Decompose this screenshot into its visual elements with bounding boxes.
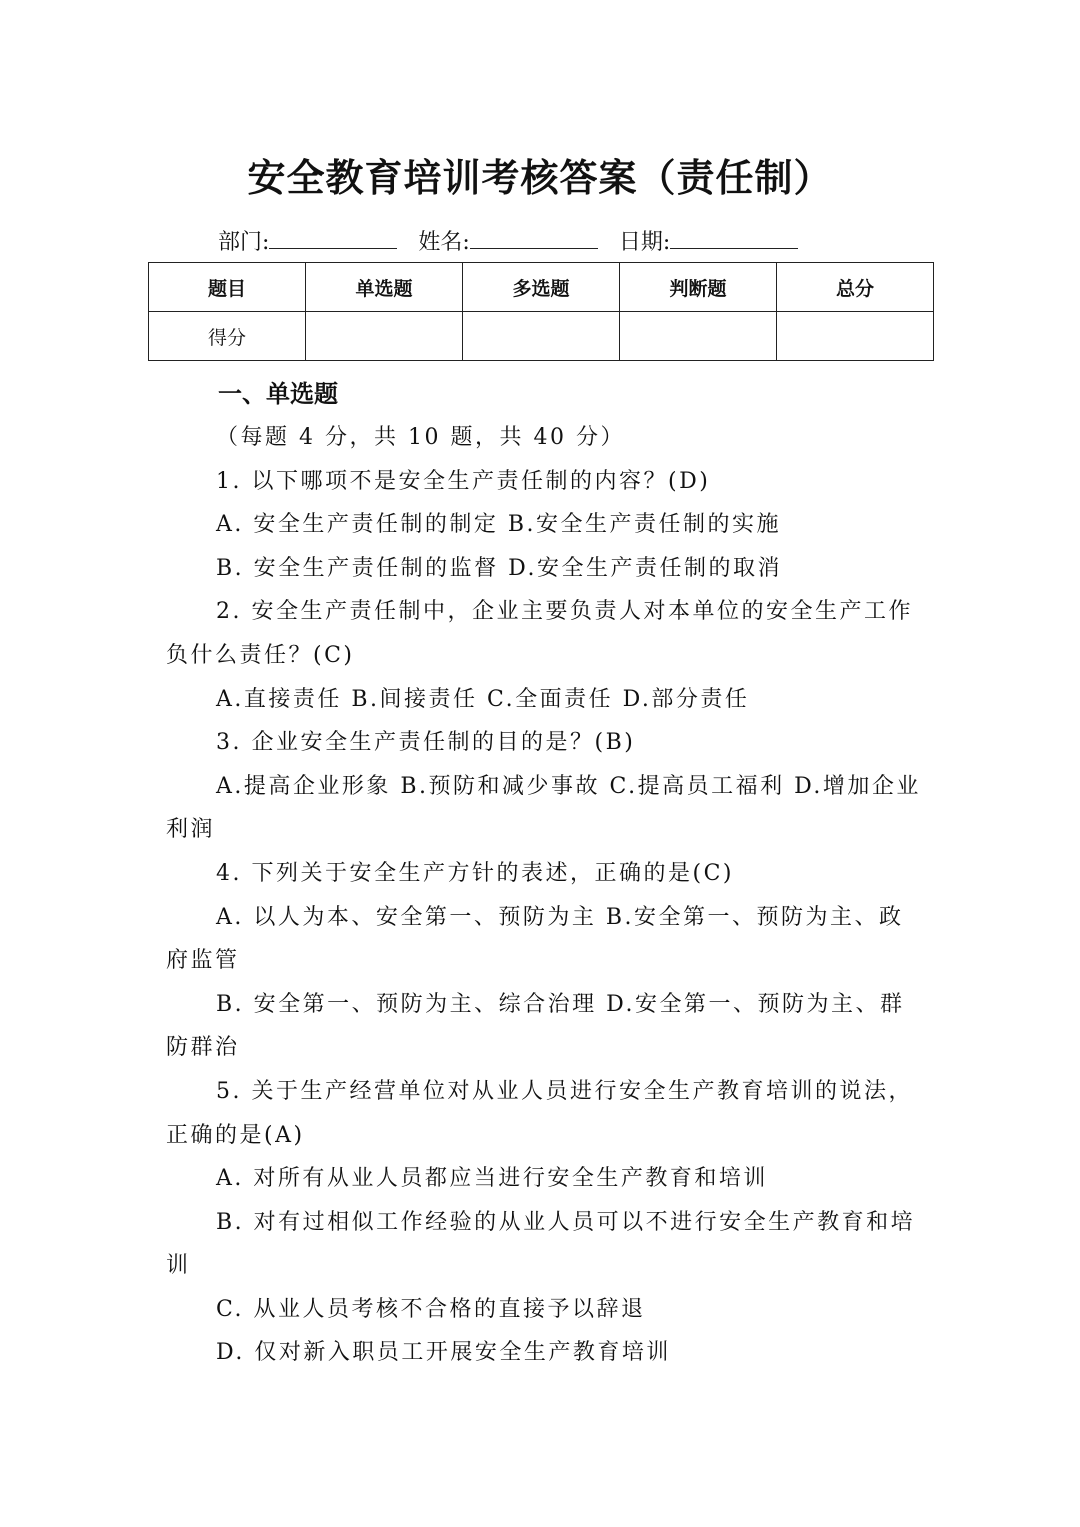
date-blank[interactable] bbox=[670, 224, 798, 249]
department-field bbox=[218, 224, 397, 260]
score-table-score-row bbox=[149, 312, 934, 361]
question-text: 5. 关于生产经营单位对从业人员进行安全生产教育培训的说法，正确的是(A) bbox=[166, 1078, 913, 1148]
score-header-cell: 判断题 bbox=[620, 263, 777, 312]
answer-option: D. 仅对新入职员工开展安全生产教育培训 bbox=[216, 1340, 671, 1366]
question-text: 1. 以下哪项不是安全生产责任制的内容？(D) bbox=[216, 468, 711, 494]
score-row-label: 得分 bbox=[149, 312, 306, 361]
department-label: 部门: bbox=[218, 230, 270, 255]
score-table bbox=[148, 262, 934, 361]
name-label: 姓名: bbox=[418, 230, 470, 255]
score-table-header-row bbox=[149, 263, 934, 312]
date-label: 日期: bbox=[618, 230, 671, 255]
score-header-cell: 题目 bbox=[149, 263, 306, 312]
date-field bbox=[619, 224, 798, 260]
name-blank[interactable] bbox=[470, 224, 598, 249]
answer-option: B. 安全生产责任制的监督 D.安全生产责任制的取消 bbox=[216, 555, 782, 581]
score-cell-true-false[interactable] bbox=[620, 312, 777, 361]
score-header-cell: 总分 bbox=[777, 263, 934, 312]
department-blank[interactable] bbox=[269, 224, 397, 249]
score-cell-single-choice[interactable] bbox=[306, 312, 463, 361]
answer-option: A. 对所有从业人员都应当进行安全生产教育和培训 bbox=[216, 1166, 768, 1192]
answer-option: C. 从业人员考核不合格的直接予以辞退 bbox=[216, 1296, 646, 1322]
question-text: 3. 企业安全生产责任制的目的是？(B) bbox=[216, 730, 636, 756]
name-field bbox=[418, 224, 597, 260]
section-heading: 一、单选题 bbox=[218, 380, 338, 408]
score-header-cell: 单选题 bbox=[306, 263, 463, 312]
question-body bbox=[166, 416, 928, 1375]
score-header-cell: 多选题 bbox=[463, 263, 620, 312]
page-title: 安全教育培训考核答案（责任制） bbox=[247, 156, 833, 200]
score-cell-multiple-choice[interactable] bbox=[463, 312, 620, 361]
question-text: 2. 安全生产责任制中，企业主要负责人对本单位的安全生产工作负什么责任？(C) bbox=[166, 599, 913, 668]
info-line bbox=[218, 224, 812, 260]
answer-option: A. 安全生产责任制的制定 B.安全生产责任制的实施 bbox=[216, 512, 782, 538]
section-note: （每题 4 分，共 10 题，共 40 分） bbox=[216, 425, 625, 450]
answer-option: A.直接责任 B.间接责任 C.全面责任 D.部分责任 bbox=[216, 686, 750, 712]
answer-option: A. 以人为本、安全第一、预防为主 B.安全第一、预防为主、政府监管 bbox=[166, 904, 904, 974]
question-text: 4. 下列关于安全生产方针的表述，正确的是(C) bbox=[216, 860, 734, 886]
answer-option: B. 安全第一、预防为主、综合治理 D.安全第一、预防为主、群防群治 bbox=[166, 991, 905, 1061]
answer-option: B. 对有过相似工作经验的从业人员可以不进行安全生产教育和培训 bbox=[166, 1209, 916, 1279]
answer-option: A.提高企业形象 B.预防和减少事故 C.提高员工福利 D.增加企业利润 bbox=[166, 773, 921, 843]
score-cell-total[interactable] bbox=[777, 312, 934, 361]
